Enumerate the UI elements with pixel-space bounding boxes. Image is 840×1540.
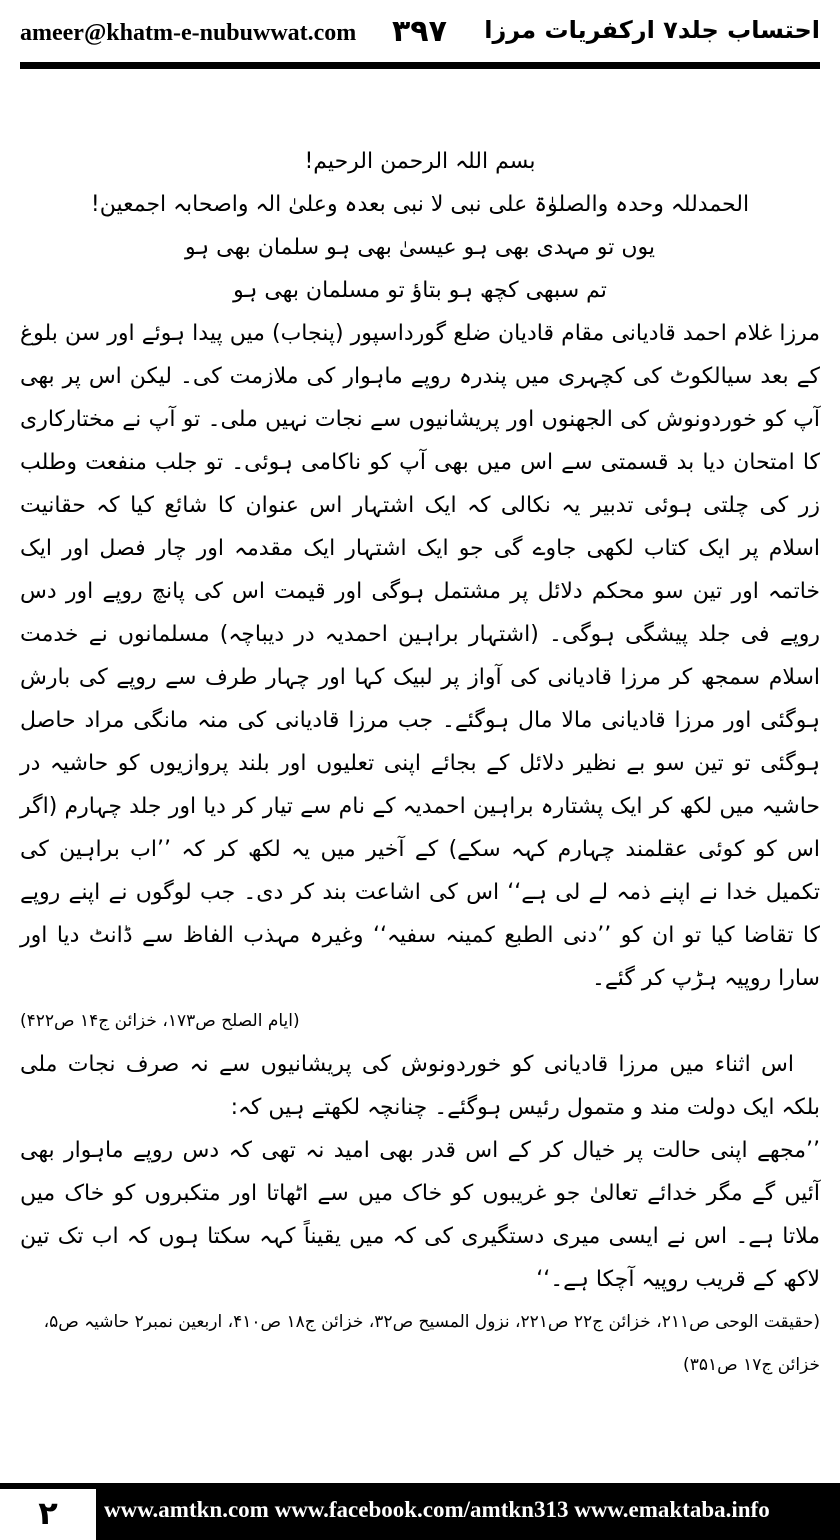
footer-links: www.amtkn.com www.facebook.com/amtkn313 www.emaktaba.info bbox=[104, 1497, 770, 1522]
page-header bbox=[0, 0, 840, 68]
couplet-line-2: تم سبھی کچھ ہو بتاؤ تو مسلمان بھی ہو bbox=[233, 278, 607, 303]
couplet-line-1: یوں تو مہدی بھی ہو عیسیٰ بھی ہو سلمان بھی ہو bbox=[184, 235, 656, 260]
paragraph-1-reference: (ایام الصلح ص۱۷۳، خزائن ج۱۴ ص۴۲۲) bbox=[20, 1011, 300, 1031]
document-body bbox=[20, 140, 820, 1387]
footer-page-number: ۲ bbox=[0, 1483, 96, 1540]
quotation-reference-2: خزائن ج۱۷ ص۳۵۱) bbox=[683, 1355, 820, 1375]
page-number: ۳۹۷ bbox=[392, 14, 447, 49]
paragraph-2: اس اثناء میں مرزا قادیانی کو خوردونوش کی پریشانیوں سے نہ صرف نجات ملی بلکہ ایک دولت مند و متمول رئیس ہوگئے۔ چنانچہ لکھتے ہیں کہ: bbox=[20, 1052, 820, 1120]
header-email: ameer@khatm-e-nubuwwat.com bbox=[20, 20, 357, 46]
header-rule bbox=[20, 62, 820, 69]
paragraph-1: مرزا غلام احمد قادیانی مقام قادیان ضلع گورداسپور (پنجاب) میں پیدا ہوئے اور سن بلوغ کے بعد سیالکوٹ کی کچہری میں پندرہ روپے ماہوار کی ملازمت کی۔ لیکن اس پر بھی آپ کو خوردونوش کی الجھنوں اور پریشانیوں سے نجات نہیں ملی۔ تو آپ نے مختارکاری کا امتحان دیا بد قسمتی سے اس میں بھی آپ کو ناکامی ہوئی۔ تو جلب منفعت وطلب زر کی چلتی ہوئی تدبیر یہ نکالی کہ ایک اشتہار اس عنوان کا شائع کیا کہ حقانیت اسلام پر ایک کتاب لکھی جاوے گی جو ایک اشتہار ایک مقدمہ اور چار فصل اور ایک خاتمہ اور تین سو محکم دلائل پر مشتمل ہوگی اور قیمت اس کی پانچ روپے اور دس روپے فی جلد پیشگی ہوگی۔ (اشتہار براہین احمدیہ در دیباچہ) مسلمانوں نے خدمت اسلام سمجھ کر مرزا قادیانی کی آواز پر لبیک کہا اور چہار طرف سے روپے کی بارش ہوگئی اور مرزا قادیانی مالا مال ہوگئے۔ جب مرزا قادیانی کی منہ مانگی مراد حاصل ہوگئی تو تین سو بے نظیر دلائل کے بجائے اپنی تعلیوں اور بلند پروازیوں کو حاشیہ در حاشیہ میں لکھ کر ایک پشتارہ براہین احمدیہ کے نام سے تیار کر دیا اور جلد چہارم (اگر اس کو کوئی عقلمند چہارم کہہ سکے) کے آخیر میں یہ لکھ کر کہ ’’اب براہین کی تکمیل خدا نے اپنے ذمہ لے لی ہے‘‘ اس کی اشاعت بند کر دی۔ جب لوگوں نے اپنے روپے کا تقاضا کیا تو ان کو ’’دنی الطبع کمینہ سفیہ‘‘ وغیرہ مہذب الفاظ سے ڈانٹ دیا اور سارا روپیہ ہڑپ کر گئے۔ bbox=[20, 321, 820, 991]
quotation-reference-1: (حقیقت الوحی ص۲۱۱، خزائن ج۲۲ ص۲۲۱، نزول المسیح ص۳۲، خزائن ج۱۸ ص۴۱۰، اربعین نمبر۲ حاشیہ ص۵، bbox=[43, 1312, 820, 1332]
quotation: ’’مجھے اپنی حالت پر خیال کر کے اس قدر بھی امید نہ تھی کہ دس روپے ماہوار بھی آئیں گے مگر خدائے تعالیٰ جو غریبوں کو خاک میں سے اٹھاتا اور متکبروں کو خاک میں ملاتا ہے۔ اس نے ایسی میری دستگیری کی کہ میں یقیناً کہہ سکتا ہوں کہ اب تک تین لاکھ کے قریب روپیہ آچکا ہے۔‘‘ bbox=[20, 1138, 820, 1292]
bismillah: بسم اللہ الرحمن الرحیم! bbox=[304, 149, 536, 174]
hamd-line: الحمدللہ وحدہ والصلوٰۃ علی نبی لا نبی بعدہ وعلیٰ الہ واصحابہ اجمعین! bbox=[90, 192, 750, 217]
book-title: احتساب جلد۷ ارکفریات مرزا bbox=[484, 16, 820, 44]
